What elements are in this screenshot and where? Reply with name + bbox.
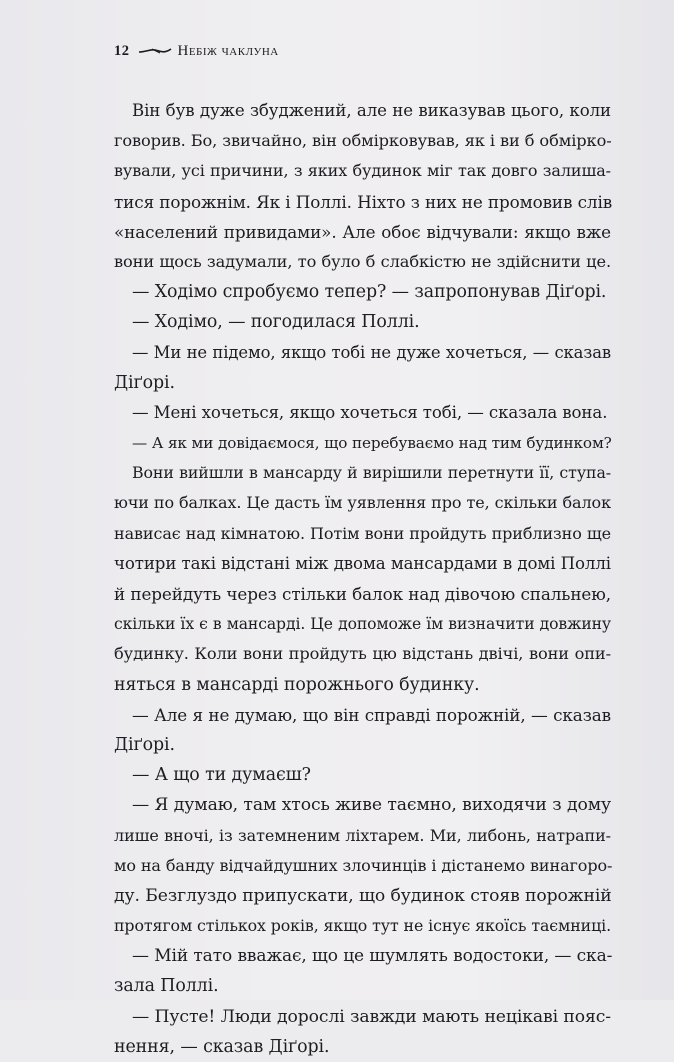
text-line: — Мій тато вважає, що це шумлять водостоки, — ска-	[132, 946, 613, 967]
text-line: — Але я не думаю, що він справді порожній, — сказав	[132, 704, 611, 725]
text-line: вували, усі причини, з яких будинок міг так довго залиша-	[114, 161, 611, 181]
text-line: будинку. Коли вони пройдуть цю відстань двічі, вони опи-	[114, 644, 611, 664]
text-line: Вони вийшли в мансарду й вирішили перетнути її, ступа-	[132, 463, 611, 483]
text-line: ду. Безглуздо припускати, що будинок стояв порожній	[114, 885, 612, 906]
text-line: — А як ми довідаємося, що перебуваємо над тим будинком?	[132, 434, 612, 453]
text-line: — Пусте! Люди дорослі завжди мають нецікаві пояс-	[132, 1006, 611, 1027]
swash-ornament-icon	[138, 46, 172, 56]
text-line: нависає над кімнатою. Потім вони пройдуть приблизно ще	[114, 523, 611, 543]
running-title: Небіж чаклуна	[177, 42, 279, 59]
running-header	[114, 40, 279, 62]
body-text	[114, 96, 611, 1062]
text-line: лише вночі, із затемненим ліхтарем. Ми, либонь, натрапи-	[114, 825, 611, 845]
text-line: чотири такі відстані між двома мансардами в домі Поллі	[114, 553, 611, 573]
text-line: зала Поллі.	[114, 976, 219, 997]
text-line: Він був дуже збуджений, але не виказував цього, коли	[132, 101, 611, 120]
text-line: й перейдуть через стільки балок над дівочою спальнею,	[114, 584, 611, 604]
text-line: — Я думаю, там хтось живе таємно, виходячи з дому	[132, 795, 611, 816]
text-line: скільки їх є в мансарді. Це допоможе їм визначити довжину	[114, 615, 611, 634]
text-line: протягом стількох років, якщо тут не існує якоїсь таємниці.	[114, 916, 611, 936]
text-line: няться в мансарді порожнього будинку.	[114, 674, 480, 695]
text-line: вони щось задумали, то було б слабкістю не здійснити це.	[114, 251, 611, 271]
text-line: ючи по балках. Це дасть їм уявлення про те, скільки балок	[114, 493, 611, 513]
page-number: 12	[114, 42, 130, 59]
text-line: — Ми не підемо, якщо тобі не дуже хочеться, — сказав	[132, 342, 611, 362]
text-line: нення, — сказав Діґорі.	[114, 1036, 330, 1057]
text-line: — Ходімо, — погодилася Поллі.	[132, 312, 420, 333]
text-line: «населений привидами». Але обоє відчували: якщо вже	[114, 221, 611, 242]
text-line: говорив. Бо, звичайно, він обмірковував, як і ви б обмірко-	[114, 131, 612, 151]
text-line: Діґорі.	[114, 372, 175, 393]
text-line: мо на банду відчайдушних злочинців і дістанемо винагоро-	[114, 855, 613, 875]
text-line: — А що ти думаєш?	[132, 765, 311, 786]
text-line: Діґорі.	[114, 734, 175, 755]
text-line: — Мені хочеться, якщо хочеться тобі, — сказала вона.	[132, 402, 608, 422]
text-line: тися порожнім. Як і Поллі. Ніхто з них не промовив слів	[114, 191, 613, 212]
text-line: — Ходімо спробуємо тепер? — запропонував Діґорі.	[132, 282, 607, 303]
